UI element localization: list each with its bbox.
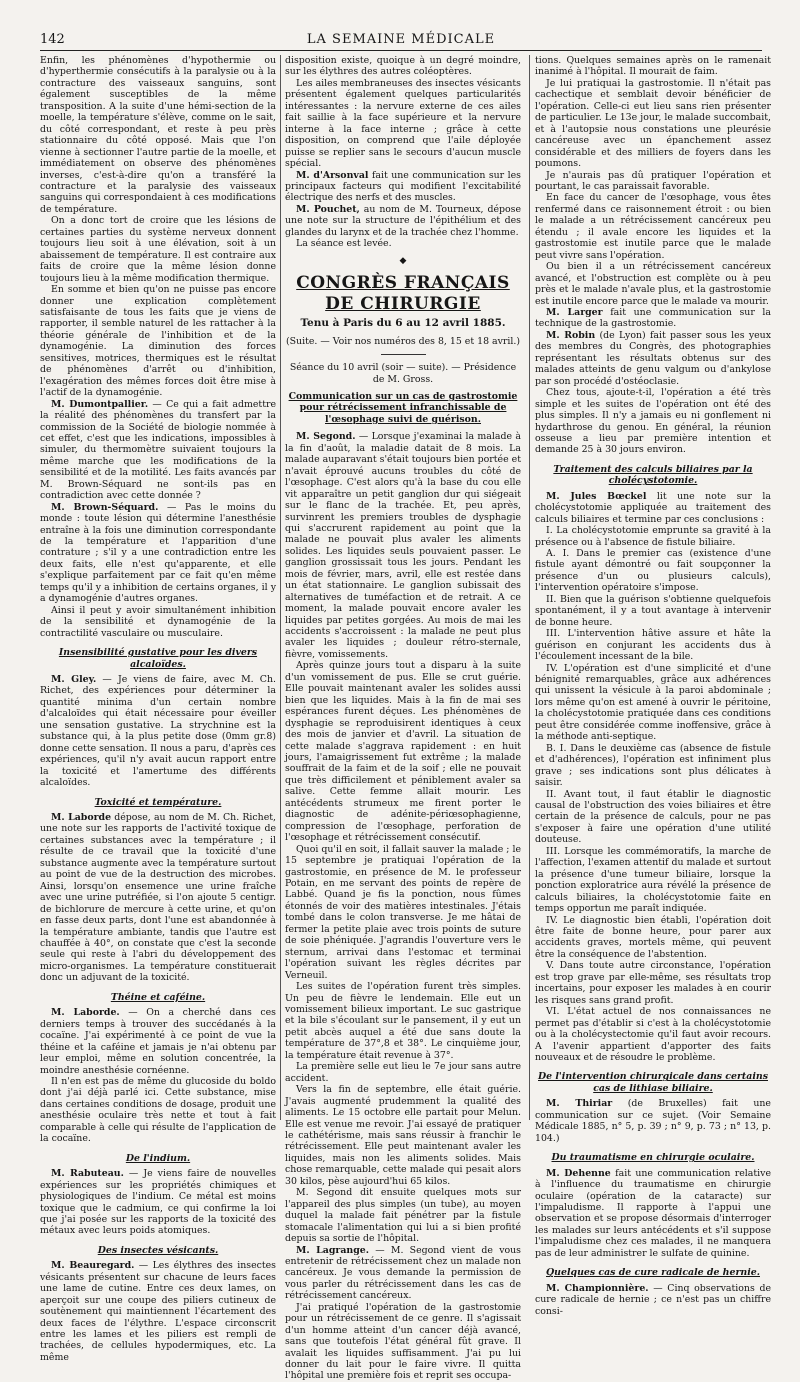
speech-text: (de Bruxelles) fait une communication sur ce sujet. (Voir Semaine Médicale 1885, n° 5, p. 39 ; n° 9, p. 73 ; n° 13, p. 104.) (535, 1098, 771, 1144)
speaker-name: M. Dumontpallier. (51, 398, 149, 410)
paragraph: A. I. Dans le premier cas (existence d'une fistule ayant démontré ou fait soupçonner la présence d'un ou plusieurs calculs), l'intervention opératoire s'impose. (535, 548, 771, 594)
speaker-name: M. d'Arsonval (296, 169, 369, 181)
speech-text: — Ce qui a fait admettre la réalité des phénomènes du transfert par la commission de la Société de biologie nommée à cet effet, c'est que les indications, impossibles à simuler, du thermomètre suivaient toujours la même marche que les modifications de la sensibilité et de la motilité. Les faits avancés par M. Brown-Séquard ne sont-ils pas en contradiction avec cette donnée ? (40, 398, 276, 502)
speech (40, 1168, 276, 1237)
speech-text: lit une note sur la cholécystotomie appliquée au traitement des calculs biliaires et termine par ces conclusions : (535, 490, 771, 525)
speaker-name: M. Dehenne (546, 1167, 611, 1179)
column-2 (285, 55, 521, 1382)
paragraph: B. I. Dans le deuxième cas (absence de fistule et d'adhérences), l'opération est infiniment plus grave ; ses indications sont plus délicates à saisir. (535, 742, 771, 789)
paragraph: tions. Quelques semaines après on le ramenait inanimé à l'hôpital. Il mourait de faim. (535, 55, 771, 78)
paragraph: I. La cholécystotomie emprunte sa gravité à la présence ou à l'absence de fistule biliaire. (535, 525, 771, 548)
speaker-name: M. Pouchet, (296, 203, 360, 215)
paragraph: Chez tous, ajoute-t-il, l'opération a été très simple et les suites de l'opération ont été des plus simples. Il n'y a jamais eu ni gonflement ni hydarthrose du genou. En général, la réunion osseuse a lieu par première intention et demande 25 à 30 jours environ. (535, 387, 771, 456)
speech (40, 399, 276, 502)
speech (285, 431, 521, 660)
section-heading: Toxicité et température. (94, 796, 222, 808)
section-divider: ◆ (399, 255, 407, 266)
paragraph: On a donc tort de croire que les lésions de certaines parties du système nerveux donnent toujours lieu soit à une élévation, soit à un abaissement de température. Il est contraire aux faits de croire que la même lésion donne toujours lieu à la même modification thermique. (40, 215, 276, 284)
speech (535, 330, 771, 387)
speech-text: fait une communication relative à l'influence du traumatisme en chirurgie oculaire (opération de la cataracte) sur l'impaludisme. Il rapporte à l'appui une observation et se propose désormais d'interroger les malades sur leurs antécédents et s'il suppose l'impaludisme chez ces malades, il ne manquera pas de leur administrer le sulfate de quinine. (535, 1167, 771, 1259)
section-heading: De l'indium. (125, 1152, 191, 1164)
page-number: 142 (40, 32, 65, 47)
congress-subtitle: Tenu à Paris du 6 au 12 avril 1885. (300, 317, 506, 330)
speech (535, 491, 771, 525)
paragraph: M. Segond dit ensuite quelques mots sur l'appareil des plus simples (un tube), au moyen duquel la malade fait pénétrer par la fistule stomacale l'alimentation qui lui a si bien profité depuis sa sortie de l'hôpital. (285, 1187, 521, 1245)
paragraph: Les ailes membraneuses des insectes vésicants présentent également quelques particularités intéressantes : la nervure externe de ces ailes fait saillie à la face supérieure et la nervure interne à la face interne ; grâce à cette disposition, on comprend que l'aile déployée puisse se replier sans le secours d'aucun muscle spécial. (285, 77, 521, 170)
suite-note: (Suite. — Voir nos numéros des 8, 15 et 18 avril.) (285, 335, 521, 347)
speech (285, 1245, 521, 1302)
speech-text: fait une communication sur les principaux facteurs qui modifient l'excitabilité électrique des nerfs et des muscles. (285, 169, 521, 204)
paragraph: III. L'intervention hâtive assure et hâte la guérison en conjurant les accidents dus à l'écoulement incessant de la bile. (535, 628, 771, 663)
speech-text: — Cinq observations de cure radicale de hernie ; ce n'est pas un chiffre consi- (535, 1282, 771, 1317)
speech-text: — Lorsque j'examinai la malade à la fin d'août, la maladie datait de 8 mois. La malade auparavant s'était toujours bien portée et n'avait éprouvé aucuns troubles du côté de l'œsophage. C'est alors qu'à la base du cou elle vit apparaître un petit ganglion dur qui siégeait sur le flanc de la trachée. Et, peu après, survinrent les premiers troubles de dysphagie qui s'accrurent rapidement au point que la malade ne pouvait plus avaler les aliments solides. Les liquides seuls pouvaient passer. Le ganglion grossissait tous les jours. Pendant les mois de février, mars, avril, elle est restée dans un état stationnaire. Le ganglion subissait des alternatives de tuméfaction et de retrait. A ce moment, la malade pouvait encore avaler les liquides par petites gorgées. Au mois de mai les accidents s'accroissent : la malade ne peut plus avaler les liquides ; douleur rétro-sternale, fièvre, vomissements. (285, 431, 521, 660)
speaker-name: M. Larger (546, 306, 603, 318)
speech (535, 1098, 771, 1144)
speaker-name: M. Gley. (51, 674, 97, 686)
section-heading: Traitement des calculs biliaires par la cholécystotomie. (553, 463, 753, 487)
section-heading: Quelques cas de cure radicale de hernie. (546, 1267, 760, 1279)
section-heading: Des insectes vésicants. (97, 1244, 219, 1256)
speech-text: au nom de M. Tourneux, dépose une note sur la structure de l'épithélium et des glandes du larynx et de la trachée chez l'homme. (285, 203, 521, 238)
paragraph: La séance est levée. (296, 238, 392, 250)
paragraph: Je n'aurais pas dû pratiquer l'opération et pourtant, le cas paraissait favorable. (535, 169, 771, 192)
speech (40, 502, 276, 605)
paragraph: V. Dans toute autre circonstance, l'opération est trop grave par elle-même, ses résultats trop incertains, pour exposer les malades à en courir les risques sans grand profit. (535, 960, 771, 1006)
speech-text: — Je viens faire de nouvelles expériences sur les propriétés chimiques et physiologiques de l'indium. Ce métal est moins toxique que le cadmium, ce qui confirme la loi que j'ai posée sur les rapports de la toxicité des métaux avec leurs poids atomiques. (40, 1168, 277, 1237)
paragraph: Je lui pratiquai la gastrostomie. Il n'était pas cachectique et semblait devoir bénéficier de l'opération. Celle-ci eut lieu sans rien présenter de particulier. Le 13e jour, le malade succombait, et à l'autopsie nous constations une pleurésie cancéreuse avec un épanchement assez considérable et des milliers de foyers dans les poumons. (535, 77, 771, 170)
speech (285, 204, 521, 238)
paragraph: En somme et bien qu'on ne puisse pas encore donner une explication complètement satisfaisante de tous les faits que je viens de rapporter, il semble naturel de les rattacher à la théorie générale de l'inhibition et de la dynamogénie. La diminution des forces sensitives, motrices, thermiques est le résultat de phénomènes d'arrêt ou d'inhibition, l'exagération des mêmes forces doit être mise à l'actif de la dynamogénie. (40, 284, 276, 399)
speaker-name: M. Beauregard. (51, 1260, 135, 1272)
speech (40, 812, 276, 984)
paragraph: Ainsi il peut y avoir simultanément inhibition de la sensibilité et dynamogénie de la contractilité vasculaire ou musculaire. (40, 604, 276, 639)
speaker-name: M. Thiriar (546, 1098, 613, 1110)
paragraph: J'ai pratiqué l'opération de la gastrostomie pour un rétrécissement de ce genre. Il s'agissait d'un homme atteint d'un cancer déjà avancé, sans que toutefois l'état général fût grave. Il avalait les liquides suffisamment. J'ai pu lui donner du lait pour le faire vivre. Il quitta l'hôpital une première fois et reprit ses occupa- (285, 1301, 521, 1382)
paragraph: La première selle eut lieu le 7e jour sans autre accident. (285, 1061, 521, 1084)
paragraph: Enfin, les phénomènes d'hypothermie ou d'hyperthermie consécutifs à la paralysie ou à la contracture des vaisseaux sanguins, sont également susceptibles de la même transposition. A la suite d'une hémi-section de la moelle, la température s'élève, comme on le sait, du côté correspondant, et reste à peu près stationnaire du côté opposé. Mais que l'on vienne à sectionner l'autre partie de la moelle, et immédiatement on observe des phénomènes inverses, c'est-à-dire qu'on a transféré la contracture et la paralysie des vaisseaux sanguins qui correspondaient à ces modifications de température. (40, 55, 276, 215)
speech-text: — Pas le moins du monde : toute lésion qui détermine l'anesthésie entraîne à la fois une diminution correspondante de la température et l'apparition d'une contrature ; s'il y a une contradiction entre les deux faits, elle n'est qu'apparente, et elle s'explique parfaitement par ce fait qu'en même temps qu'il y a inhibition de certains organes, il y a dynamogénie d'autres organes. (40, 501, 276, 605)
paragraph: Il n'en est pas de même du glucoside du boldo dont j'ai déjà parlé ici. Cette substance, mise dans certaines conditions de dosage, produit une anesthésie oculaire très nette et tout à fait comparable à celle qui résulte de l'application de la cocaïne. (40, 1075, 276, 1145)
paragraph: En face du cancer de l'œsophage, vous êtes renfermé dans ce raisonnement étroit : ou bien le malade a un rétrécissement cancéreux peu étendu ; il avale encore les liquides et la gastrostomie est inutile parce que le malade peut vivre sans l'opération. (535, 192, 771, 261)
section-heading: Insensibilité gustative pour les divers alcaloïdes. (58, 647, 258, 670)
speaker-name: M. Laborde. (51, 1007, 120, 1019)
congress-title: CONGRÈS FRANÇAIS DE CHIRURGIE (296, 273, 510, 315)
speaker-name: M. Brown-Séquard. (51, 501, 159, 513)
section-heading: Du traumatisme en chirurgie oculaire. (551, 1152, 755, 1164)
paragraph: II. Bien que la guérison s'obtienne quelquefois spontanément, il y a tout avantage à intervenir de bonne heure. (535, 593, 771, 628)
paragraph: III. Lorsque les commémoratifs, la marche de l'affection, l'examen attentif du malade et surtout la présence d'une tumeur biliaire, lorsque la ponction exploratrice aura révélé la présence de calculs biliaires, la cholécystotomie faite en temps opportun me paraît indiquée. (535, 845, 771, 915)
paragraph: Quoi qu'il en soit, il fallait sauver la malade ; le 15 septembre je pratiquai l'opération de la gastrostomie, en présence de M. le professeur Potain, en me servant des points de repère de Labbé. Quand je fis la ponction, nous fûmes étonnés de voir des matières intestinales. J'étais tombé dans le colon transverse. Je me hâtai de fermer la petite plaie avec trois points de suture de soie phéniquée. J'agrandis l'ouverture vers le sternum, arrivai dans l'estomac et terminai l'opération suivant les règles décrites par Verneuil. (285, 843, 521, 981)
paragraph: II. Avant tout, il faut établir le diagnostic causal de l'obstruction des voies biliaires et être certain de la présence de calculs, pour ne pas s'exposer à faire une opération d'une utilité douteuse. (535, 788, 771, 846)
speech (40, 1007, 276, 1076)
section-heading: Théine et caféine. (110, 991, 206, 1003)
speaker-name: M. Jules Bœckel (546, 490, 647, 502)
section-heading: De l'intervention chirurgicale dans certains cas de lithiase biliaire. (538, 1071, 768, 1094)
paragraph: Après quinze jours tout a disparu à la suite d'un vomissement de pus. Elle se crut guérie. Elle pouvait maintenant avaler les solides aussi bien que les liquides. Mais à la fin de mai ses espérances furent déçues. Les phénomènes de dysphagie se reproduisirent identiques à ceux des mois de janvier et d'avril. La situation de cette malade s'aggrava rapidement : en huit jours, l'amaigrissement fut extrême ; la malade souffrait de la faim et de la soif ; elle ne pouvait que très difficilement et péniblement avaler sa salive. Cette femme allait mourir. Les antécédents strumeux me firent porter le diagnostic de adénite-périœsophagienne, compression de l'œsophage, perforation de l'œsophage et rétrécissement consécutif. (285, 660, 521, 844)
speech-text: fait une communication sur la technique de la gastrostomie. (535, 306, 771, 330)
speaker-name: M. Laborde (51, 812, 112, 823)
paragraph: disposition existe, quoique à un degré moindre, sur les élythres des autres coléoptères. (285, 55, 521, 78)
paragraph: Vers la fin de septembre, elle était guérie. J'avais augmenté prudemment la qualité des aliments. Le 15 octobre elle partait pour Melun. Elle est venue me revoir. J'ai essayé de pratiquer le cathétérisme, mais sans réussir à franchir le rétrécissement. Elle peut maintenant avaler les liquides, mais non les aliments solides. Mais chose remarquable, cette malade qui pesait alors 30 kilos, pèse aujourd'hui 65 kilos. (285, 1084, 521, 1187)
speech-text: dépose, au nom de M. Ch. Richet, une note sur les rapports de l'activité toxique de certaines substances avec la température ; il résulte de ce travail que la toxicité d'une substance augmente avec la température surtout au point de vue de la destruction des microbes. Ainsi, lorsqu'on ensemence une urine fraîche avec une urine putréfiée, si l'on ajoute 5 centigr. de bichlorure de mercure à cette urine, et qu'on en fasse deux parts, dont l'une est abandonnée à la température ambiante, tandis que l'autre est chauffée à 40°, on constate que c'est la seconde seule qui reste à l'abri du développement des micro-organismes. La température constituerait donc un adjuvant de la toxicité. (40, 812, 276, 984)
speech (285, 170, 521, 204)
journal-title: LA SEMAINE MÉDICALE (306, 32, 496, 47)
speaker-name: M. Championnière. (546, 1282, 649, 1294)
speech-text: (de Lyon) fait passer sous les yeux des membres du Congrès, des photographies représentant les résultats obtenus sur des malades atteints de genu valgum ou d'ankylose par son procédé d'ostéoclasie. (535, 329, 771, 387)
speech (40, 674, 276, 789)
paragraph: IV. Le diagnostic bien établi, l'opération doit être faite de bonne heure, pour parer aux accidents graves, mortels même, qui peuvent être la conséquence de l'abstention. (535, 914, 771, 960)
column-3 (535, 55, 771, 1317)
column-divider (280, 55, 281, 1120)
paragraph: VI. L'état actuel de nos connaissances ne permet pas d'établir si c'est à la cholécystotomie ou à la cholécystectomie qu'il faut avoir recours. A l'avenir appartient d'apporter des faits nouveaux et de résoudre le problème. (535, 1006, 771, 1063)
speech (40, 1260, 276, 1363)
speech (535, 1168, 771, 1260)
speaker-name: M. Robin (546, 329, 596, 341)
paragraph: IV. L'opération est d'une simplicité et d'une bénignité remarquables, grâce aux adhérences qui unissent la vésicule à la paroi abdominale ; lors même qu'on est amené à ouvrir le péritoine, la cholécystotomie pratiquée dans ces conditions peut être considérée comme inoffensive, grâce à la méthode anti-septique. (535, 662, 771, 743)
speaker-name: M. Lagrange. (296, 1244, 369, 1256)
short-rule (381, 354, 426, 355)
speech-text: — Les élythres des insectes vésicants présentent sur chacune de leurs faces une lame de cutine. Entre ces deux lames, on aperçoit sur une coupe des piliers cutineux de soutènement qui maintiennent l'écartement des deux faces de l'élythre. L'espace circonscrit entre les lames et les piliers est rempli de trachées, de cellules hypodermiques, etc. La même (40, 1260, 276, 1363)
seance-line: Séance du 10 avril (soir — suite). — Présidence de M. Gross. (289, 362, 517, 385)
column-divider (529, 55, 530, 1120)
speaker-name: M. Rabuteau. (51, 1168, 124, 1180)
header-rule (40, 50, 762, 51)
speech (535, 307, 771, 330)
speech (535, 1283, 771, 1317)
paragraph: Ou bien il a un rétrécissement cancéreux avancé, et l'obstruction est complète ou à peu près et le malade n'avale plus, et la gastrostomie est inutile encore parce que le malade va mourir. (535, 261, 771, 307)
page-header (40, 30, 762, 50)
column-1 (40, 55, 277, 1363)
speech-text: — On a cherché dans ces derniers temps à trouver des succédanés à la cocaïne. J'ai expérimenté à ce point de vue la théine et la caféine et jamais je n'ai obtenu par leur emploi, même en solution concentrée, la moindre anesthésie cornéenne. (40, 1007, 276, 1076)
speech-text: — Je viens de faire, avec M. Ch. Richet, des expériences pour déterminer la quantité minima d'un certain nombre d'alcaloïdes qui était nécessaire pour éveiller une sensation gustative. La strychnine est la substance qui, à la plus petite dose (0mm gr.8) donne cette sensation. Il nous a paru, d'après ces expériences, qu'il n'y avait aucun rapport entre la toxicité et l'amertume des différents alcaloïdes. (40, 674, 276, 789)
paragraph: Les suites de l'opération furent très simples. Un peu de fièvre le lendemain. Elle eut un vomissement bilieux important. Le suc gastrique et la bile s'écoulant sur le pansement, il y eut un petit abcès auquel a été due sans doute la température de 37°,8 et 38°. Le cinquième jour, la température était revenue à 37°. (285, 981, 521, 1061)
speech-text: — M. Segond vient de vous entretenir de rétrécissement chez un malade non cancéreux. Je vous demande la permission de vous parler du rétrécissement dans les cas de rétrécissement cancéreux. (285, 1244, 521, 1302)
section-heading: Communication sur un cas de gastrostomie pour rétrécissement infranchissable de l'œsophage suivi de guérison. (288, 390, 518, 425)
speaker-name: M. Segond. (296, 431, 356, 443)
